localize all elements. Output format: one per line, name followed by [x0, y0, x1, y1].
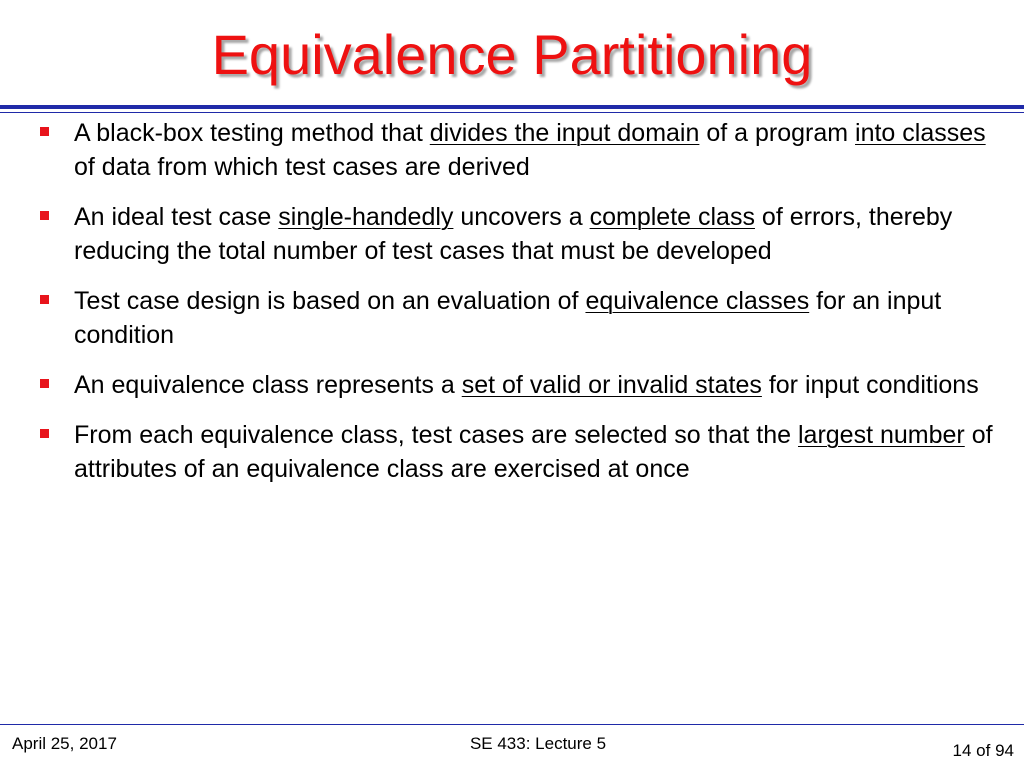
underlined-term: into classes: [855, 119, 986, 147]
square-bullet-icon: [40, 429, 49, 438]
bullet-text-segment: of errors, thereby reducing the total number of test cases that must be developed: [74, 203, 953, 265]
bullet-text-segment: An ideal test case: [74, 203, 279, 231]
bullet-text: [74, 421, 993, 483]
bullet-item-2: [38, 200, 998, 268]
bullet-item-4: [38, 368, 998, 402]
bullet-text-segment: for input conditions: [761, 371, 979, 399]
underlined-term: largest number: [798, 421, 965, 449]
underlined-term: divides the input domain: [429, 119, 700, 147]
bullet-item-1: [38, 116, 998, 184]
bullet-text-segment: for an input condition: [74, 287, 942, 349]
footer-course-title: SE 433: Lecture 5: [469, 734, 607, 753]
square-bullet-icon: [40, 379, 49, 388]
footer-divider: [0, 724, 1024, 725]
bullet-text-segment: A black-box testing method that: [74, 119, 430, 147]
bullet-text-segment: An equivalence class represents a: [74, 371, 462, 399]
title-divider-thin: [0, 112, 1024, 113]
underlined-term: set of valid or invalid states: [461, 371, 762, 399]
bullet-list: [38, 116, 998, 502]
bullet-text: [74, 203, 952, 265]
underlined-term: equivalence classes: [585, 287, 810, 315]
square-bullet-icon: [40, 295, 49, 304]
bullet-text: [74, 119, 986, 181]
title-divider: [0, 105, 1024, 109]
slide-title: Equivalence Partitioning: [211, 23, 813, 86]
bullet-text-segment: Test case design is based on an evaluation of: [74, 287, 586, 315]
bullet-text: [74, 371, 979, 399]
bullet-text-segment: of attributes of an equivalence class are exercised at once: [74, 421, 993, 483]
bullet-text-segment: From each equivalence class, test cases are selected so that the: [74, 421, 798, 449]
bullet-item-3: [38, 284, 998, 352]
bullet-text: [74, 287, 941, 349]
underlined-term: single-handedly: [278, 203, 454, 231]
bullet-text-segment: of data from which test cases are derived: [74, 153, 530, 181]
bullet-text-segment: of a program: [699, 119, 856, 147]
underlined-term: complete class: [589, 203, 755, 231]
slide-page-number: 14 of 94: [952, 741, 1014, 760]
bullet-item-5: [38, 418, 998, 486]
footer-date: April 25, 2017: [12, 734, 117, 753]
bullet-text-segment: uncovers a: [453, 203, 590, 231]
square-bullet-icon: [40, 127, 49, 136]
square-bullet-icon: [40, 211, 49, 220]
